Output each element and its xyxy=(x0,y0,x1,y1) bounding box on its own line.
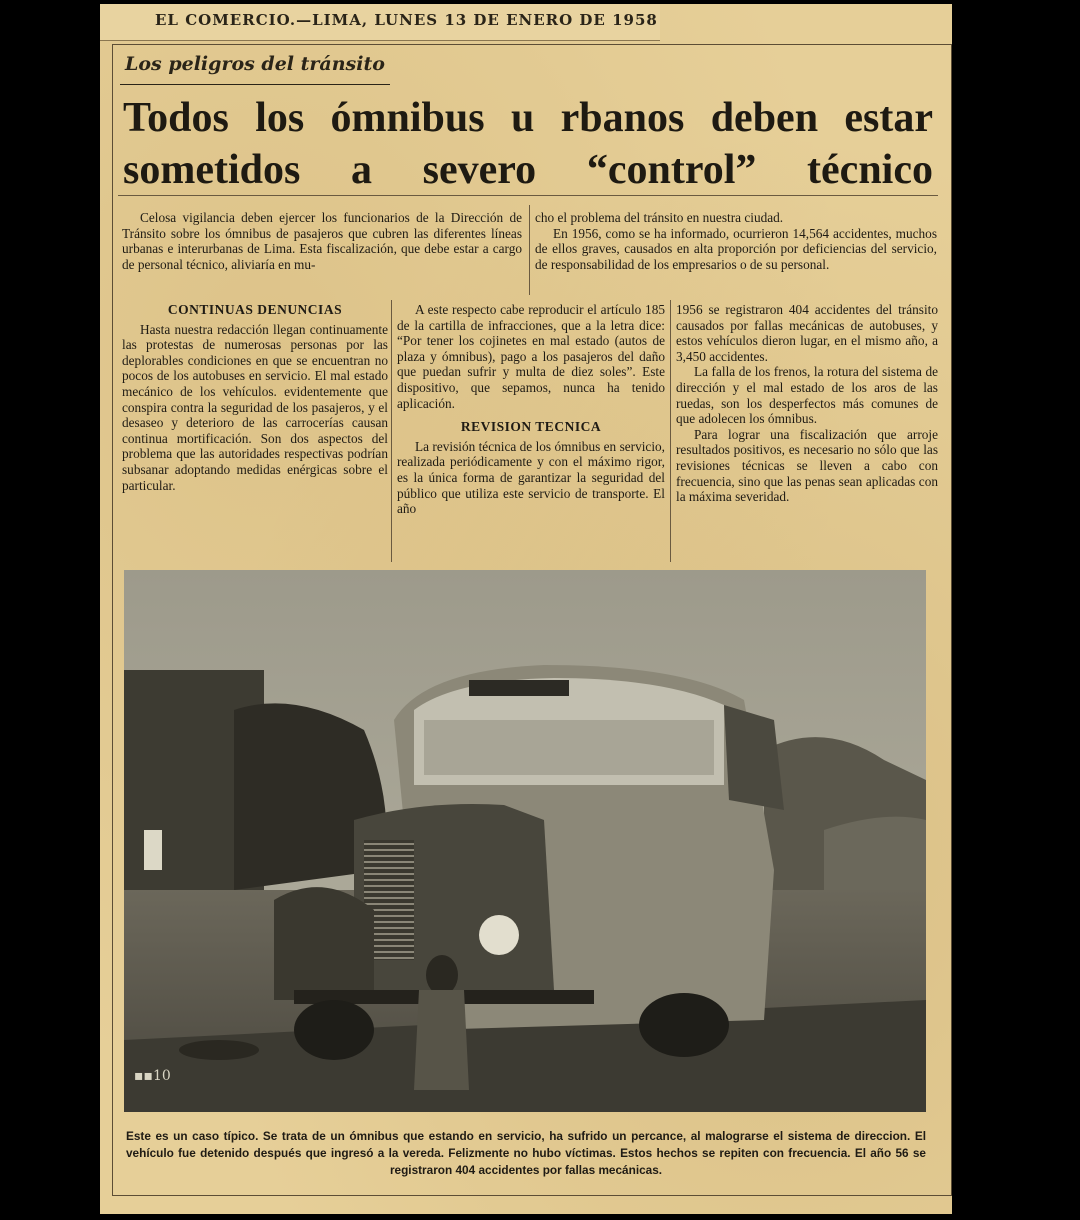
subhead-revision-tecnica: REVISION TECNICA xyxy=(460,419,602,435)
column-2-paragraph-1: A este respecto cabe reproducir el artículo 185 de la cartilla de infracciones, que a la letra dice: “Por tener los cojinetes en mal estado (autos de plaza y ómnibus), pago a los pasajeros del daño que puedan sufrir y multa de diez soles”. Este dispositivo, que sepamos, nunca ha tenido aplicación. xyxy=(397,302,665,411)
column-3 xyxy=(676,302,938,505)
column-1 xyxy=(122,302,388,493)
intro-left xyxy=(122,210,522,272)
bus-accident-photo xyxy=(124,570,926,1112)
intro-right xyxy=(535,210,937,272)
intro-right-paragraph-1: cho el problema del tránsito en nuestra ciudad. xyxy=(535,210,784,225)
headline-line-2: sometidos a severo “control” técnico xyxy=(123,147,933,193)
kicker-rule xyxy=(120,84,390,85)
column-rule xyxy=(529,205,530,295)
subhead-continuas-denuncias: CONTINUAS DENUNCIAS xyxy=(167,302,343,317)
column-rule xyxy=(670,300,671,562)
column-2 xyxy=(397,302,665,517)
headline xyxy=(123,92,933,196)
dateline: EL COMERCIO.—LIMA, LUNES 13 DE ENERO DE 1958 xyxy=(155,11,658,29)
photo-caption: Este es un caso típico. Se trata de un ómnibus que estando en servicio, ha sufrido un percance, al malograrse el sistema de direccion. El vehículo fue detenido después que ingresó a la vereda. Felizmente no hubo víctimas. Estos hechos se repiten con frecuencia. El año 56 se registraron 404 accidentes por fallas mecánicas. xyxy=(126,1129,926,1177)
column-2-paragraph-2: La revisión técnica de los ómnibus en servicio, realizada periódicamente y con el máximo rigor, es la única forma de garantizar la seguridad del público que utiliza este servicio de transporte. El año xyxy=(397,438,665,517)
svg-text:▪▪10: ▪▪10 xyxy=(134,1068,171,1084)
column-1-paragraph: Hasta nuestra redacción llegan continuamente las protestas de numerosas personas por las deplorables condiciones en que se encuentran no pocos de los autobuses en servicio. El mal estado mecánico de los vehículos. evidentemente que conspira contra la seguridad de los pasajeros, y el desaseo y deterioro de las carrocerías causan continua mortificación. Son dos aspectos del problema que las autoridades respectivas podrían subsanar adoptando medidas enérgicas sobre el particular. xyxy=(122,321,388,493)
headline-line-1: Todos los ómnibus u rbanos deben estar xyxy=(123,95,933,141)
headline-rule xyxy=(118,195,938,196)
intro-left-paragraph: Celosa vigilancia deben ejercer los funcionarios de la Dirección de Tránsito sobre los ómnibus de pasajeros que cubren las diferentes líneas urbanas e interurbanas de Lima. Esta fiscalización, que debe estar a cargo de personal técnico, aliviaría en mu- xyxy=(122,210,522,272)
column-3-paragraph-2: La falla de los frenos, la rotura del sistema de dirección y el mal estado de los aros de las ruedas, son los desperfectos más comunes de que adolecen los ómnibus. xyxy=(676,364,938,427)
column-rule xyxy=(391,300,392,562)
intro-right-paragraph-2: En 1956, como se ha informado, ocurrieron 14,564 accidentes, muchos de ellos graves, causados en alta proporción por deficiencias del servicio, de responsabilidad de los empresarios o de su personal. xyxy=(535,225,937,272)
column-3-paragraph-1: 1956 se registraron 404 accidentes del tránsito causados por fallas mecánicas de autobuses, y estos vehículos dieron lugar, en el mismo año, a 3,450 accidentes. xyxy=(676,302,938,364)
bus-photo-illustration xyxy=(124,570,926,1112)
kicker: Los peligros del tránsito xyxy=(125,53,385,75)
column-3-paragraph-3: Para lograr una fiscalización que arroje resultados positivos, es necesario no sólo que las revisiones técnicas se lleven a cabo con frecuencia, sino que las penas sean aplicadas con la máxima severidad. xyxy=(676,426,938,505)
